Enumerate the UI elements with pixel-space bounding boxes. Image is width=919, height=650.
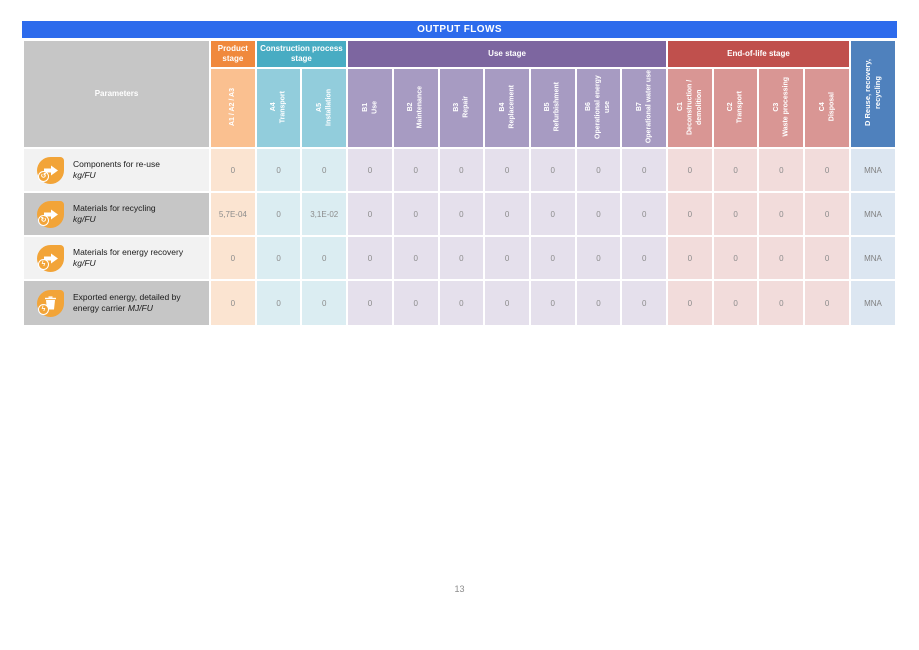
cell-value: 0 xyxy=(348,149,392,191)
row-label-materials-for-recycling xyxy=(24,193,209,235)
cell-value: 0 xyxy=(577,149,621,191)
parameters-header: Parameters xyxy=(24,41,209,147)
output-flows-banner: OUTPUT FLOWS xyxy=(22,21,897,38)
cell-value: 5,7E-04 xyxy=(211,193,255,235)
cell-value: 0 xyxy=(714,149,758,191)
cell-value: 0 xyxy=(668,193,712,235)
recycling-arrow-icon xyxy=(37,201,64,228)
cell-value-d: MNA xyxy=(851,281,895,325)
row-unit: kg/FU xyxy=(73,214,96,224)
cell-value: 0 xyxy=(805,237,849,279)
cell-value: 0 xyxy=(622,237,666,279)
column-header-b2-maintenance: B2 Maintenance xyxy=(394,69,438,147)
cell-value: 0 xyxy=(485,193,529,235)
cell-value: 0 xyxy=(668,149,712,191)
energy-badge-icon: ϟ xyxy=(38,259,49,270)
cell-value: 0 xyxy=(714,193,758,235)
row-unit: kg/FU xyxy=(73,170,96,180)
table-row-components-for-reuse xyxy=(24,149,895,191)
column-header-a1-a2-a3: A1 / A2 / A3 xyxy=(211,69,255,147)
row-title: Components for re-use xyxy=(73,158,160,169)
cell-value: 0 xyxy=(257,281,301,325)
cell-value: 0 xyxy=(759,237,803,279)
column-header-c1-deconstruction-demolition: C1 Deconstruction / demolition xyxy=(668,69,712,147)
cell-value: 0 xyxy=(714,237,758,279)
row-label-components-for-reuse xyxy=(24,149,209,191)
column-header-b3-repair: B3 Repair xyxy=(440,69,484,147)
column-header-c2-transport: C2 Transport xyxy=(714,69,758,147)
cell-value: 0 xyxy=(211,237,255,279)
page-number: 13 xyxy=(454,584,465,594)
column-header-c4-disposal: C4 Disposal xyxy=(805,69,849,147)
row-title: Materials for recycling xyxy=(73,202,156,213)
cell-value: 0 xyxy=(622,281,666,325)
cell-value: 0 xyxy=(531,149,575,191)
cell-value: 0 xyxy=(440,193,484,235)
row-unit: MJ/FU xyxy=(127,303,153,313)
cell-value: 0 xyxy=(805,193,849,235)
cell-value: 0 xyxy=(759,281,803,325)
table-row-exported-energy xyxy=(24,281,895,325)
cell-value: 0 xyxy=(257,149,301,191)
cell-value: 0 xyxy=(394,237,438,279)
trash-bin-icon xyxy=(37,290,64,317)
cell-value: 0 xyxy=(577,281,621,325)
cell-value: 0 xyxy=(485,237,529,279)
group-header-use-stage: Use stage xyxy=(348,41,666,67)
exported-energy-badge-icon: ϟ xyxy=(38,304,49,315)
reuse-arrow-icon xyxy=(37,157,64,184)
cell-value: 0 xyxy=(348,281,392,325)
cell-value: 0 xyxy=(759,149,803,191)
recycling-badge-icon: ↻ xyxy=(38,215,49,226)
cell-value: 0 xyxy=(805,149,849,191)
d-column-label: D Reuse, recovery, recycling xyxy=(862,59,882,127)
column-header-c3-waste-processing: C3 Waste processing xyxy=(759,69,803,147)
cell-value-d: MNA xyxy=(851,149,895,191)
column-header-a5-installation: A5 Installation xyxy=(302,69,346,147)
cell-value: 0 xyxy=(348,237,392,279)
cell-value: 0 xyxy=(485,149,529,191)
cell-value: 0 xyxy=(440,149,484,191)
cell-value: 0 xyxy=(257,193,301,235)
column-header-b7-operational-water-use: B7 Operational water use xyxy=(622,69,666,147)
cell-value: 0 xyxy=(531,281,575,325)
column-header-b1-use: B1 Use xyxy=(348,69,392,147)
cell-value: 0 xyxy=(759,193,803,235)
group-header-construction-process-stage: Construction process stage xyxy=(257,41,346,67)
row-label-materials-for-energy-recovery xyxy=(24,237,209,279)
table-row-materials-for-recycling xyxy=(24,193,895,235)
row-title: Materials for energy recovery xyxy=(73,246,184,257)
cell-value: 0 xyxy=(348,193,392,235)
table-row-materials-for-energy-recovery xyxy=(24,237,895,279)
cell-value: 0 xyxy=(394,193,438,235)
column-header-a4-transport: A4 Transport xyxy=(257,69,301,147)
cell-value: 0 xyxy=(531,193,575,235)
cell-value: 3,1E-02 xyxy=(302,193,346,235)
cell-value: 0 xyxy=(805,281,849,325)
cell-value: 0 xyxy=(485,281,529,325)
energy-recovery-arrow-icon xyxy=(37,245,64,272)
row-title: Exported energy, detailed by energy carrier xyxy=(73,291,181,313)
column-header-b6-operational-energy-use: B6 Operational energy use xyxy=(577,69,621,147)
output-flows-table xyxy=(22,39,897,327)
cell-value: 0 xyxy=(531,237,575,279)
cell-value: 0 xyxy=(302,149,346,191)
cell-value: 0 xyxy=(394,149,438,191)
row-label-exported-energy xyxy=(24,281,209,325)
column-header-b4-replacement: B4 Replacement xyxy=(485,69,529,147)
cell-value: 0 xyxy=(714,281,758,325)
cell-value-d: MNA xyxy=(851,237,895,279)
cell-value: 0 xyxy=(577,193,621,235)
cell-value: 0 xyxy=(302,237,346,279)
column-header-b5-refurbishment: B5 Refurbishment xyxy=(531,69,575,147)
cell-value: 0 xyxy=(668,281,712,325)
cell-value: 0 xyxy=(440,281,484,325)
reuse-badge-icon: ↺ xyxy=(38,171,49,182)
cell-value: 0 xyxy=(257,237,301,279)
row-unit: kg/FU xyxy=(73,258,96,268)
group-header-end-of-life-stage: End-of-life stage xyxy=(668,41,849,67)
cell-value: 0 xyxy=(622,149,666,191)
cell-value: 0 xyxy=(622,193,666,235)
cell-value: 0 xyxy=(577,237,621,279)
column-header-d-reuse-recovery-recycling xyxy=(851,41,895,147)
cell-value-d: MNA xyxy=(851,193,895,235)
cell-value: 0 xyxy=(302,281,346,325)
cell-value: 0 xyxy=(440,237,484,279)
cell-value: 0 xyxy=(211,281,255,325)
cell-value: 0 xyxy=(668,237,712,279)
cell-value: 0 xyxy=(394,281,438,325)
cell-value: 0 xyxy=(211,149,255,191)
group-header-product-stage: Product stage xyxy=(211,41,255,67)
